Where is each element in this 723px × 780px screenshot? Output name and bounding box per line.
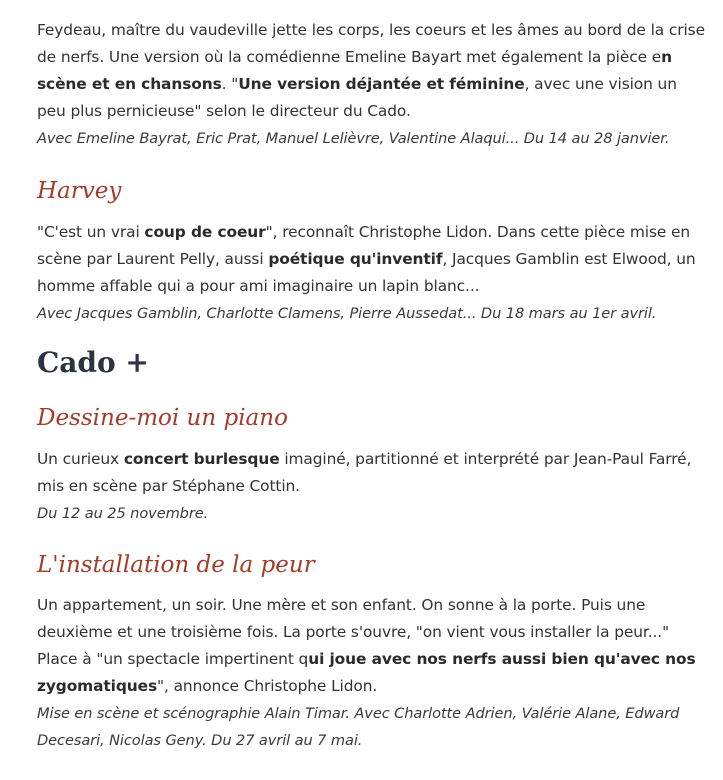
show-block-piano	[37, 446, 709, 527]
text-run: ", annonce Christophe Lidon.	[157, 677, 378, 695]
bold-text-run: poétique qu'inventif	[268, 250, 443, 268]
show-title-installation-de-la-peur: L'installation de la peur	[37, 552, 315, 578]
text-run: Un curieux	[37, 450, 124, 468]
bold-text-run: ui joue avec nos nerfs aussi bien qu'avec nos zygomatiques	[37, 650, 696, 695]
show-credits: Avec Emeline Bayrat, Eric Prat, Manuel Lelièvre, Valentine Alaqui... Du 14 au 28 janvier.	[37, 130, 670, 147]
text-run: , avec une vision un peu plus pernicieuse" selon le directeur du Cado.	[37, 75, 677, 120]
text-run: Un appartement, un soir. Une mère et son enfant. On sonne à la porte. Puis une deuxième et une troisième fois. La porte s'ouvre, "on vient vous installer la peur..." Place à "un spectacle impertinent q	[37, 596, 670, 668]
show-credits: Avec Jacques Gamblin, Charlotte Clamens, Pierre Aussedat... Du 18 mars au 1er avril.	[37, 305, 657, 322]
text-run: ", reconnaît Christophe Lidon. Dans cette pièce mise en scène par Laurent Pelly, aussi	[37, 223, 691, 268]
show-description	[37, 446, 709, 500]
text-run: . "	[221, 75, 239, 93]
show-description	[37, 219, 709, 300]
bold-text-run: n scène et en chansons	[37, 48, 672, 93]
show-title-harvey: Harvey	[37, 178, 122, 204]
show-credits: Mise en scène et scénographie Alain Timar. Avec Charlotte Adrien, Valérie Alane, Edward Decesari, Nicolas Geny. Du 27 avril au 7 mai.	[37, 705, 680, 749]
bold-text-run: coup de coeur	[144, 223, 266, 241]
text-run: imaginé, partitionné et interprété par Jean-Paul Farré, mis en scène par Stéphane Cottin.	[37, 450, 692, 495]
section-title-cado-plus: Cado +	[37, 346, 149, 379]
bold-text-run: Une version déjantée et féminine	[238, 75, 525, 93]
show-title-dessine-moi-un-piano: Dessine-moi un piano	[37, 405, 288, 431]
show-block-peur	[37, 592, 709, 754]
text-run: , Jacques Gamblin est Elwood, un homme affable qui a pour ami imaginaire un lapin blanc...	[37, 250, 696, 295]
text-run: "C'est un vrai	[37, 223, 145, 241]
bold-text-run: concert burlesque	[123, 450, 280, 468]
show-block-feydeau	[37, 17, 709, 152]
show-credits: Du 12 au 25 novembre.	[37, 505, 209, 522]
show-description	[37, 17, 709, 125]
text-run: Feydeau, maître du vaudeville jette les corps, les coeurs et les âmes au bord de la crise de nerfs. Une version où la comédienne Emeline Bayart met également la pièce e	[37, 21, 705, 66]
show-block-harvey	[37, 219, 709, 327]
show-description	[37, 592, 709, 700]
